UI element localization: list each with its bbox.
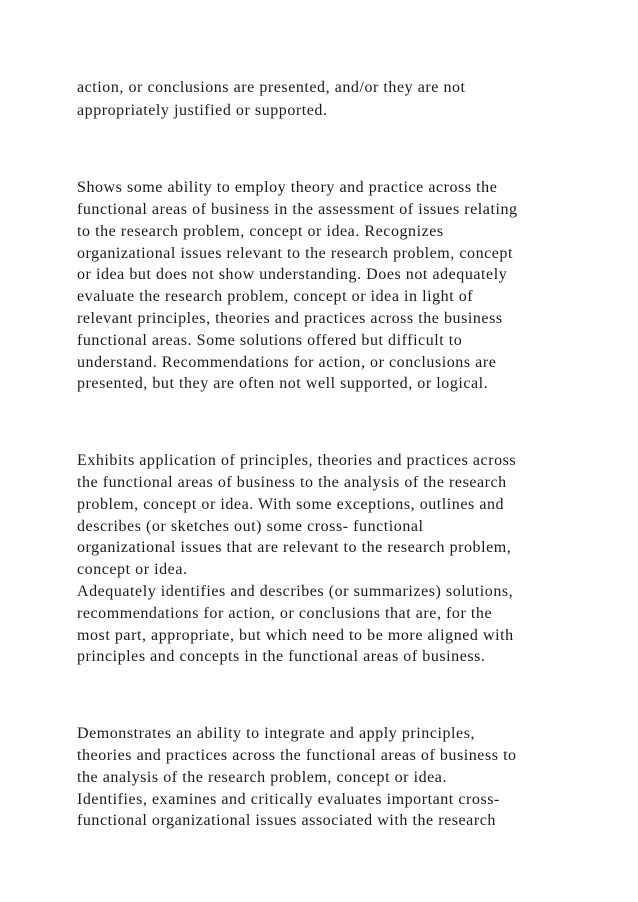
paragraph-1-line-1: action, or conclusions are presented, and/or they are not	[77, 79, 466, 96]
paragraph-4-line-3: the analysis of the research problem, concept or idea.	[77, 769, 448, 786]
paragraph-4-line-5: functional organizational issues associated with the research	[77, 812, 496, 829]
paragraph-2-line-5: or idea but does not show understanding. Does not adequately	[77, 266, 508, 283]
paragraph-2-line-6: evaluate the research problem, concept or idea in light of	[77, 288, 474, 305]
paragraph-2-line-3: to the research problem, concept or idea. Recognizes	[77, 223, 444, 240]
paragraph-3-line-6: concept or idea.	[77, 561, 188, 578]
paragraph-2-line-2: functional areas of business in the assessment of issues relating	[77, 201, 518, 218]
paragraph-3-line-1: Exhibits application of principles, theories and practices across	[77, 452, 517, 469]
paragraph-2-line-10: presented, but they are often not well supported, or logical.	[77, 375, 489, 392]
paragraph-2-line-4: organizational issues relevant to the research problem, concept	[77, 245, 513, 262]
paragraph-3-line-8: recommendations for action, or conclusions that are, for the	[77, 605, 493, 622]
paragraph-1-line-2: appropriately justified or supported.	[77, 102, 328, 119]
paragraph-3-line-9: most part, appropriate, but which need to be more aligned with	[77, 627, 514, 644]
paragraph-3-line-3: problem, concept or idea. With some exceptions, outlines and	[77, 496, 505, 513]
paragraph-3-line-5: organizational issues that are relevant to the research problem,	[77, 539, 512, 556]
paragraph-3-line-2: the functional areas of business to the analysis of the research	[77, 474, 507, 491]
paragraph-2-line-1: Shows some ability to employ theory and practice across the	[77, 179, 498, 196]
paragraph-4-line-2: theories and practices across the functional areas of business to	[77, 747, 517, 764]
paragraph-3-line-4: describes (or sketches out) some cross- functional	[77, 518, 424, 535]
paragraph-3-line-7: Adequately identifies and describes (or summarizes) solutions,	[77, 583, 514, 600]
paragraph-2-line-7: relevant principles, theories and practices across the business	[77, 310, 503, 327]
paragraph-2-line-8: functional areas. Some solutions offered but difficult to	[77, 332, 463, 349]
paragraph-4-line-1: Demonstrates an ability to integrate and apply principles,	[77, 725, 476, 742]
paragraph-3-line-10: principles and concepts in the functional areas of business.	[77, 648, 486, 665]
paragraph-2-line-9: understand. Recommendations for action, or conclusions are	[77, 354, 497, 371]
paragraph-4-line-4: Identifies, examines and critically evaluates important cross-	[77, 791, 500, 808]
